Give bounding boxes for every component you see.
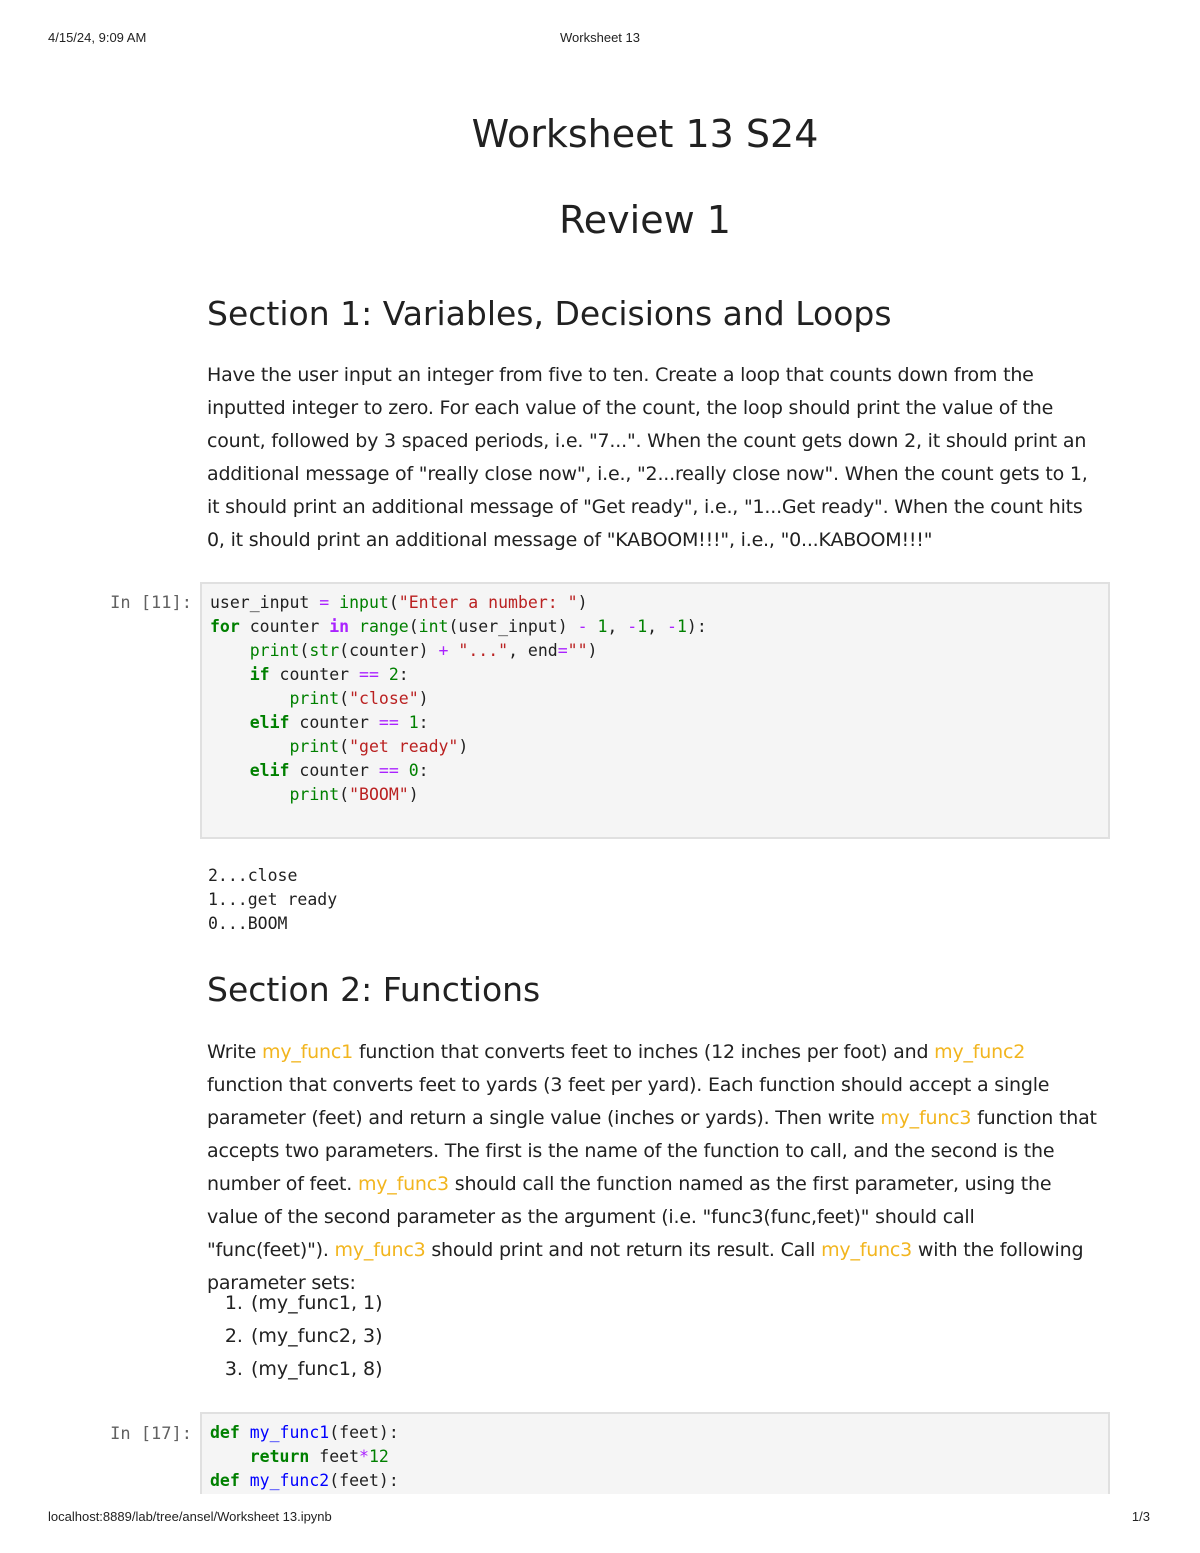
section2-heading: Section 2: Functions xyxy=(207,970,541,1009)
output-line: 1...get ready xyxy=(208,890,338,909)
code-line: def my_func1(feet): xyxy=(210,1423,399,1442)
code-line: def my_func2(feet): xyxy=(210,1471,399,1490)
list-item: 2. (my_func2, 3) xyxy=(249,1320,383,1353)
notebook-title: Worksheet 13 S24 xyxy=(471,112,819,156)
print-url: localhost:8889/lab/tree/ansel/Worksheet 13.ipynb xyxy=(48,1509,332,1524)
func-ref: my_func2 xyxy=(934,1041,1026,1063)
list-item: 3. (my_func1, 8) xyxy=(249,1353,383,1386)
cell-output xyxy=(208,864,337,936)
cell-prompt: In [11]: xyxy=(110,593,192,613)
code-line: elif counter == 1: xyxy=(249,713,429,732)
list-item: 1. (my_func1, 1) xyxy=(249,1287,383,1320)
code-line: elif counter == 0: xyxy=(249,761,429,780)
code-block[interactable] xyxy=(202,1414,1108,1500)
section1-heading: Section 1: Variables, Decisions and Loops xyxy=(207,294,892,333)
parameter-list xyxy=(207,1287,383,1386)
func-ref: my_func3 xyxy=(357,1173,449,1195)
func-ref: my_func3 xyxy=(880,1107,972,1129)
code-cell[interactable] xyxy=(200,582,1110,839)
cell-prompt: In [17]: xyxy=(110,1424,192,1444)
section2-paragraph: Write my_func1 function that converts feet to inches (12 inches per foot) and my_func2 function that converts feet to yards (3 feet per yard). Each function should accept a single parameter (feet) and return a single value (inches or yards). Then write my_func3 function that accepts two parameters. The first is the name of the function to call, and the second is the number of feet. my_func3 should call the function named as the first parameter, using the value of the second parameter as the argument (i.e. "func3(func,feet)" should call "func(feet)"). my_func3 should print and not return its result. Call my_func3 with the following parameter sets: xyxy=(207,1041,1097,1294)
code-line: print("get ready") xyxy=(289,737,469,756)
page-number: 1/3 xyxy=(1131,1509,1150,1524)
code-line: print("BOOM") xyxy=(289,785,419,804)
code-line: return feet*12 xyxy=(249,1447,389,1466)
code-cell[interactable] xyxy=(200,1412,1110,1494)
code-block[interactable] xyxy=(202,584,1108,814)
func-ref: my_func3 xyxy=(821,1239,913,1261)
code-line: print(str(counter) + "...", end="") xyxy=(249,641,598,660)
code-line: user_input = input("Enter a number: ") xyxy=(210,593,588,612)
section1-paragraph: Have the user input an integer from five to ten. Create a loop that counts down from the inputted integer to zero. For each value of the count, the loop should print the value of the count, followed by 3 spaced periods, i.e. "7...". When the count gets down 2, it should print an additional message of "really close now", i.e., "2...really close now". When the count gets to 1, it should print an additional message of "Get ready", i.e., "1...Get ready". When the count hits 0, it should print an additional message of "KABOOM!!!", i.e., "0...KABOOM!!!" xyxy=(207,364,1088,551)
func-ref: my_func1 xyxy=(262,1041,353,1063)
output-line: 0...BOOM xyxy=(208,914,288,933)
code-line: for counter in range(int(user_input) - 1, -1, -1): xyxy=(210,617,707,636)
code-line: if counter == 2: xyxy=(249,665,409,684)
func-ref: my_func3 xyxy=(334,1239,426,1261)
notebook-subtitle: Review 1 xyxy=(559,198,731,242)
code-line: print("close") xyxy=(289,689,429,708)
output-line: 2...close xyxy=(208,866,298,885)
print-datetime: 4/15/24, 9:09 AM xyxy=(48,30,147,45)
print-title: Worksheet 13 xyxy=(560,30,640,45)
